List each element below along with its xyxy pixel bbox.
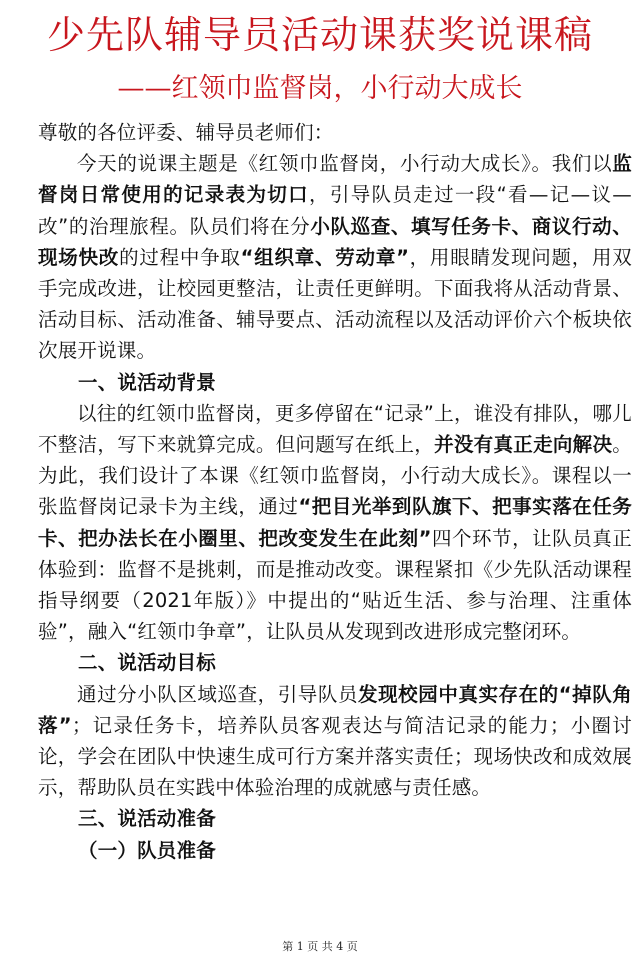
greeting: 尊敬的各位评委、辅导员老师们： <box>38 121 334 144</box>
section-heading-preparation: 三、说活动准备 <box>78 807 216 831</box>
section-heading-background: 一、说活动背景 <box>78 370 216 394</box>
text-run: ；记录任务卡，培养队员客观表达与简洁记录的能力；小圈讨论，学会在团队中快速生成可行方案并落实责任；现场快改和成效展示，帮助队员在实践中体验治理的成就感与责任感。 <box>38 713 632 800</box>
subsection-heading-members: （一）队员准备 <box>78 838 216 862</box>
document-title: 少先队辅导员活动课获奖说课稿 <box>46 13 593 57</box>
text-run: 通过分小队区域巡查，引导队员 <box>77 682 359 706</box>
text-run: 。为此，我们设计了本课《红领巾监督岗，小行动大成长》。课程以一张监督岗记录卡为主线，通过 <box>38 433 632 519</box>
text-run: 的过程中争取 <box>119 245 241 269</box>
document-body <box>38 117 632 866</box>
bold-run: 发现校园中真实存在的“掉队角落” <box>38 682 632 737</box>
section-heading-goals: 二、说活动目标 <box>78 651 216 675</box>
page-footer: 第 1 页 共 4 页 <box>282 940 358 953</box>
bold-run: “把目光举到队旗下、把事实落在任务卡、把办法长在小圈里、把改变发生在此刻” <box>38 495 632 550</box>
document-subtitle: ——红领巾监督岗，小行动大成长 <box>117 73 523 104</box>
bold-run: 小队巡查、填写任务卡、商议行动、现场快改 <box>38 214 632 269</box>
bold-run: 并没有真正走向解决 <box>434 433 613 457</box>
text-run: 四个环节，让队员真正体验到：监督不是挑刺，而是推动改变。课程紧扣《少先队活动课程指导纲要（2021年版）》中提出的“贴近生活、参与治理、注重体验”，融入“红领巾争章”，让队员从发现到改进形成完整闭环。 <box>38 526 632 644</box>
text-run: 以往的红领巾监督岗，更多停留在“记录”上，谁没有排队，哪儿不整洁，写下来就算完成。但问题写在纸上， <box>38 401 632 457</box>
goals-paragraph <box>38 679 632 804</box>
text-run: ，引导队员走过一段“看—记—议—改”的治理旅程。队员们将在分 <box>38 183 632 238</box>
bold-run: 监督岗日常使用的记录表为切口 <box>38 152 632 207</box>
text-run: 今天的说课主题是《红领巾监督岗，小行动大成长》。我们以 <box>77 152 613 176</box>
intro-paragraph <box>38 148 632 366</box>
bold-run: “组织章、劳动章” <box>240 245 410 269</box>
text-run: ，用眼睛发现问题，用双手完成改进，让校园更整洁，让责任更鲜明。下面我将从活动背景、活动目标、活动准备、辅导要点、活动流程以及活动评价六个板块依次展开说课。 <box>38 245 633 363</box>
background-paragraph <box>38 398 632 648</box>
